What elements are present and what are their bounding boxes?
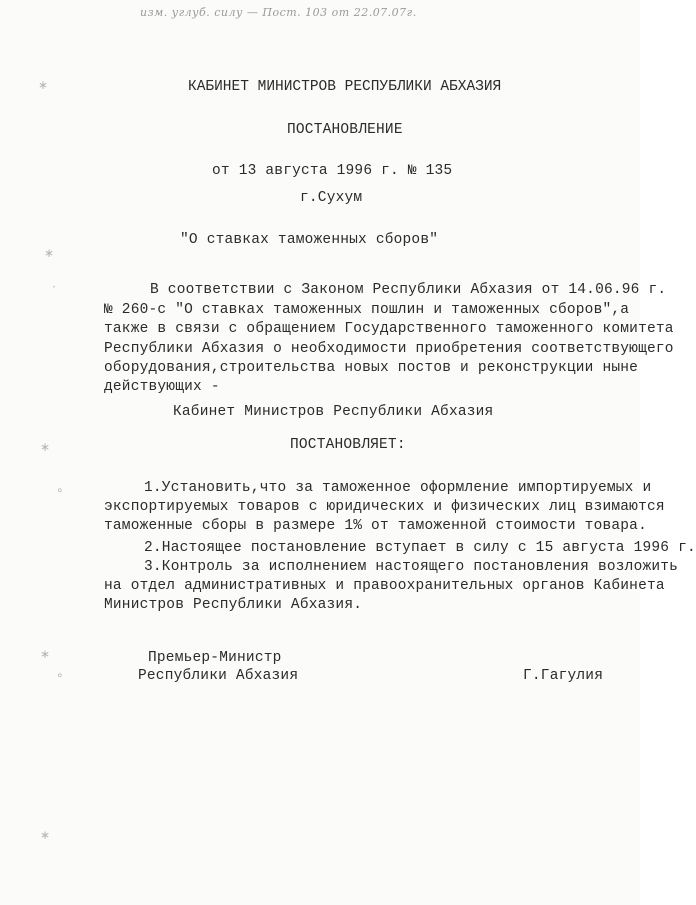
clause-line: таможенные сборы в размере 1% от таможенной стоимости товара.: [104, 518, 647, 534]
preamble-line: оборудования,строительства новых постов и реконструкции ныне: [104, 360, 639, 376]
clause-line: экспортируемых товаров с юридических и физических лиц взимаются: [104, 499, 665, 515]
clause-line: 2.Настоящее постановление вступает в силу с 15 августа 1996 г.: [144, 540, 696, 556]
document-subject: "О ставках таможенных сборов": [180, 232, 439, 248]
margin-mark-icon: ∗: [38, 78, 49, 92]
margin-mark-icon: ∗: [40, 828, 51, 842]
clause-line: 1.Установить,что за таможенное оформление импортируемых и: [144, 480, 652, 496]
preamble-line: № 260-с "О ставках таможенных пошлин и таможенных сборов",а: [104, 302, 630, 318]
preamble-line: также в связи с обращением Государственного таможенного комитета: [104, 321, 674, 337]
document-type: ПОСТАНОВЛЕНИЕ: [287, 122, 403, 138]
margin-mark-icon: ∗: [40, 440, 51, 454]
clause-line: 3.Контроль за исполнением настоящего постановления возложить: [144, 559, 679, 575]
margin-mark-icon: ∗: [40, 647, 51, 661]
decree-word: ПОСТАНОВЛЯЕТ:: [290, 437, 406, 453]
handwritten-annotation: изм. углуб. силу — Пост. 103 от 22.07.07г.: [140, 6, 417, 19]
clause-line: на отдел административных и правоохранительных органов Кабинета: [104, 578, 665, 594]
signatory-name: Г.Гагулия: [523, 668, 604, 684]
issuer: Кабинет Министров Республики Абхазия: [173, 404, 494, 420]
preamble-line: действующих -: [104, 379, 220, 395]
signatory-position: Премьер-Министр: [148, 650, 282, 666]
margin-mark-icon: ∘: [56, 483, 64, 497]
organization-title: КАБИНЕТ МИНИСТРОВ РЕСПУБЛИКИ АБХАЗИЯ: [188, 79, 502, 95]
margin-mark-icon: ∗: [44, 246, 55, 260]
clause-line: Министров Республики Абхазия.: [104, 597, 363, 613]
preamble-line: В соответствии с Законом Республики Абхазия от 14.06.96 г.: [150, 282, 667, 298]
signatory-position: Республики Абхазия: [138, 668, 299, 684]
margin-mark-icon: ·: [52, 280, 56, 294]
preamble-line: Республики Абхазия о необходимости приобретения соответствующего: [104, 341, 674, 357]
city: г.Сухум: [300, 190, 363, 206]
margin-mark-icon: ∘: [56, 668, 64, 682]
date-and-number: от 13 августа 1996 г. № 135: [212, 163, 453, 179]
